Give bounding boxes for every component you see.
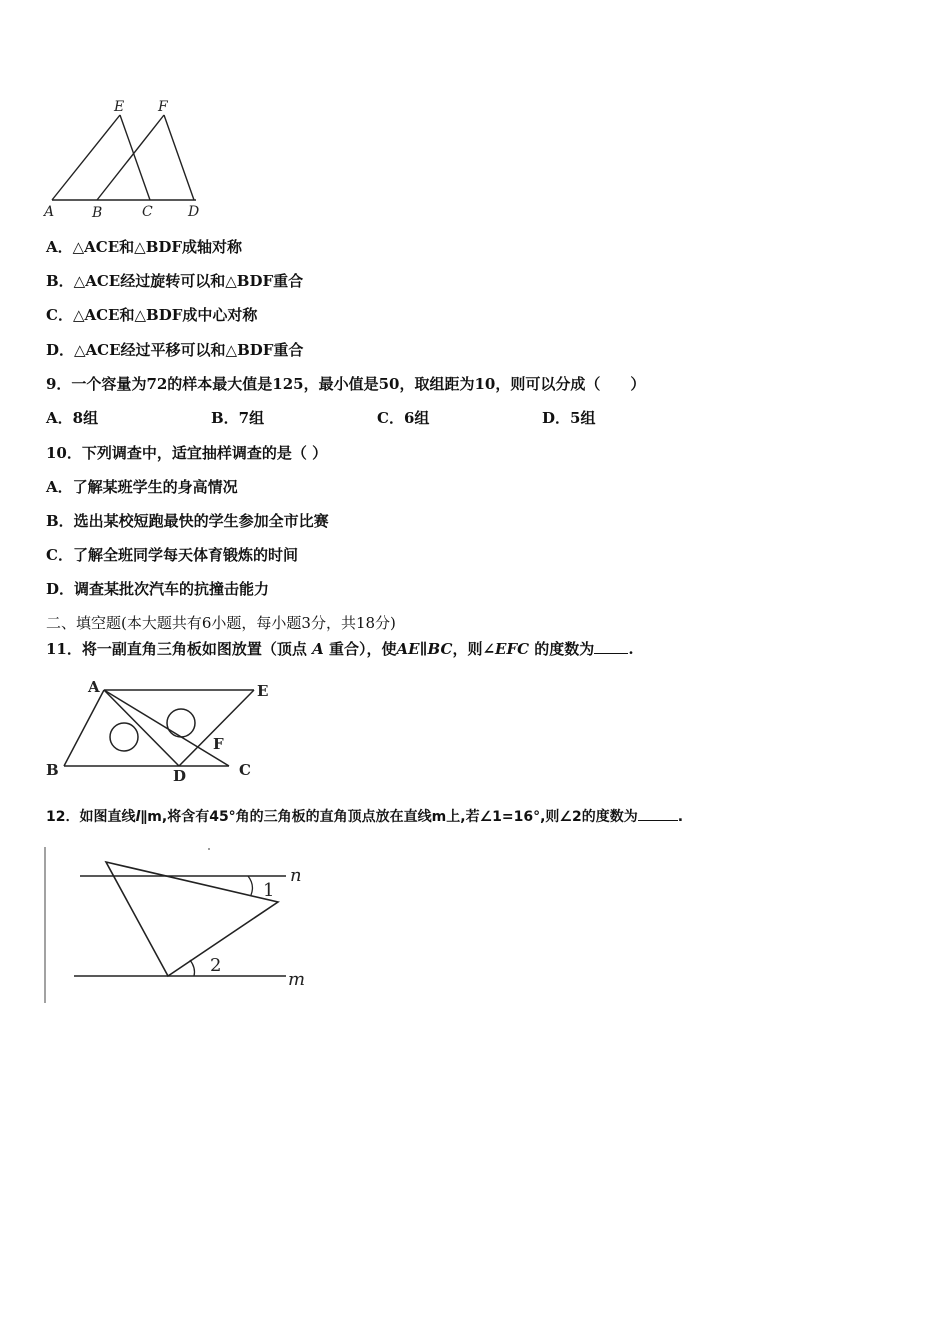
q12-stem-part-a: 12．如图直线 [46,809,136,825]
label-c: C [142,204,153,220]
q12-stem-part-b: ∥m,将含有45°角的三角板的直角顶点放在直线m上,若∠1=16°,则∠2的度数为 [140,809,638,825]
q11-parallel: ∥ [419,640,428,658]
label-e: E [114,99,125,115]
q9-option-c: C．6组 [377,409,430,427]
segment-ab [64,690,104,766]
label-angle-2: 2 [210,955,222,976]
q12-answer-blank [638,806,678,821]
q11-var-bc: BC [427,640,453,658]
segment-fd [164,115,194,200]
q10-option-d: D．调查某批次汽车的抗撞击能力 [46,580,270,598]
section-title: 二、填空题(本大题共有6小题，每小题3分，共18分) [46,614,396,632]
stray-dot [208,848,210,850]
label-m: m [288,969,306,990]
label-angle-1: 1 [263,880,275,901]
figure-q12 [44,845,334,1005]
q11-stem-part-c: ，则∠ [452,640,496,658]
q9-option-d: D．5组 [542,409,596,427]
label-a: A [44,204,55,220]
triangle-plate [106,862,278,976]
segment-ed [179,690,254,766]
q10-option-c: C．了解全班同学每天体育锻炼的时间 [46,546,298,564]
q9-options [46,407,746,429]
q11-end: . [628,640,634,658]
label-c: C [239,761,251,779]
label-b: B [46,761,59,779]
segment-ec [120,115,150,200]
label-f: F [213,735,224,753]
q8-option-b: B．△ACE经过旋转可以和△BDF重合 [46,272,304,290]
q12-var-l: l [135,809,141,825]
q8-option-a: A．△ACE和△BDF成轴对称 [46,238,243,256]
q9-option-a: A．8组 [46,409,99,427]
q10-stem: 10．下列调查中，适宜抽样调查的是（ ） [46,444,328,462]
label-b: B [92,205,103,221]
hole-left [110,723,138,751]
q11-stem-part-d: 的度数为 [534,640,595,658]
q11-stem-part-a: 11．将一副直角三角板如图放置（顶点 [46,640,307,658]
segment-bf [97,115,164,200]
q12-stem [46,806,683,826]
label-n: n [290,865,302,886]
label-a: A [88,678,100,696]
q8-option-c: C．△ACE和△BDF成中心对称 [46,306,258,324]
label-f: F [158,99,168,115]
q10-option-a: A．了解某班学生的身高情况 [46,478,238,496]
q11-var-efc: EFC [495,640,530,658]
q8-option-d: D．△ACE经过平移可以和△BDF重合 [46,341,304,359]
segment-ae [52,115,120,200]
q11-var-a: A [312,640,324,658]
label-d: D [173,767,187,785]
figure-q8 [40,95,240,220]
q9-stem: 9．一个容量为72的样本最大值是125，最小值是50，取组距为10，则可以分成（ ） [46,375,646,393]
q11-stem [46,638,634,659]
angle-1-arc [248,876,252,895]
q11-stem-part-b: 重合），使 [329,640,397,658]
q11-var-ae: AE [396,640,420,658]
q9-option-b: B．7组 [211,409,265,427]
label-d: D [188,204,200,220]
angle-2-arc [190,960,195,976]
q11-answer-blank [594,639,628,654]
q12-end: . [677,809,684,825]
figure-q11 [44,678,284,783]
label-e: E [257,682,269,700]
segment-ac [104,690,229,766]
hole-right [167,709,195,737]
q10-option-b: B．选出某校短跑最快的学生参加全市比赛 [46,512,329,530]
